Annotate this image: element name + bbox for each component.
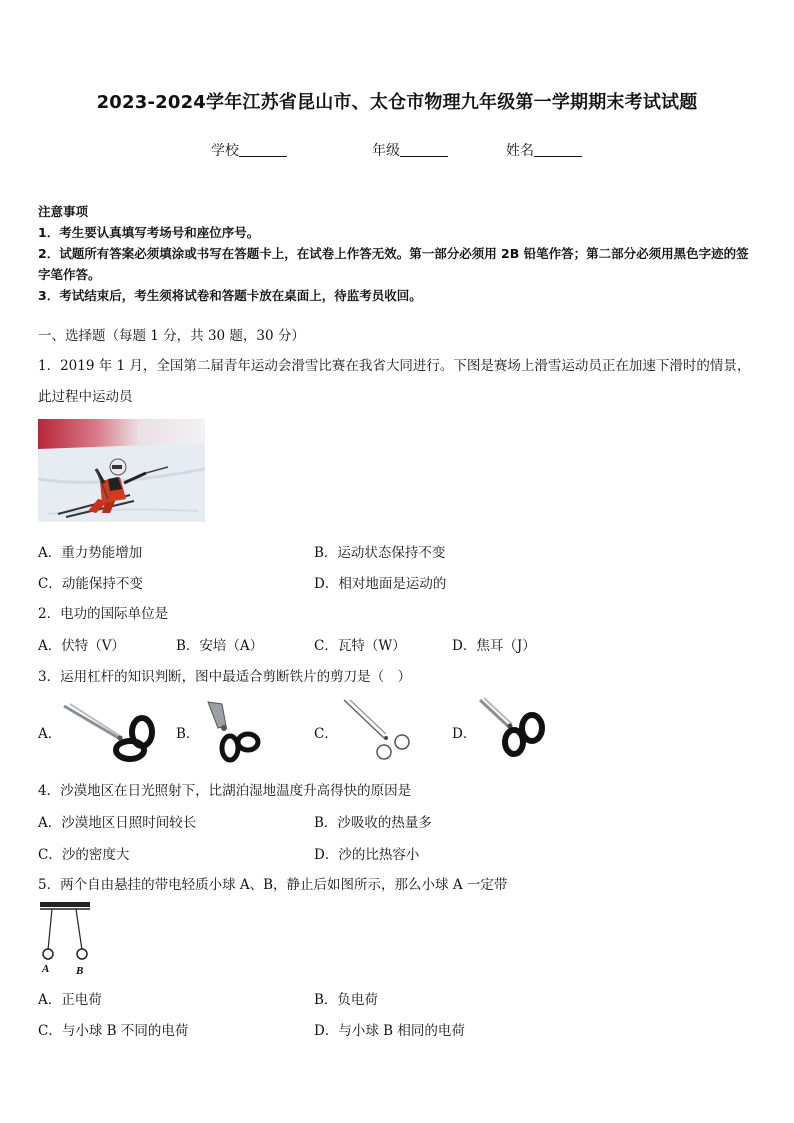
q2-option-d: D．焦耳（J） [452, 638, 536, 654]
q1-option-b: B．运动状态保持不变 [314, 545, 446, 561]
exam-title: 2023-2024学年江苏省昆山市、太仓市物理九年级第一学期期末考试试题 [96, 92, 698, 113]
grade-label: 年级 [372, 143, 400, 159]
q5-option-a: A．正电荷 [38, 992, 102, 1008]
q1-option-d: D．相对地面是运动的 [314, 576, 447, 592]
q5-option-d: D．与小球 B 相同的电荷 [314, 1023, 465, 1039]
section-heading: 一、选择题（每题 1 分，共 30 题，30 分） [38, 328, 305, 344]
question-5-stem: 5．两个自由悬挂的带电轻质小球 A、B，静止后如图所示，那么小球 A 一定带 [38, 877, 508, 893]
q3-option-d: D． [452, 726, 477, 742]
q4-option-c: C．沙的密度大 [38, 847, 130, 863]
school-label: 学校 [211, 143, 239, 159]
name-blank [534, 142, 582, 157]
grade-blank [400, 142, 448, 157]
notice-heading: 注意事项 [38, 204, 89, 219]
notice-item-3: 3．考试结束后，考生须将试卷和答题卡放在桌面上，待监考员收回。 [38, 288, 422, 303]
ball-b-label: B [76, 965, 84, 977]
q1-option-c: C．动能保持不变 [38, 576, 143, 592]
q4-option-a: A．沙漠地区日照时间较长 [38, 815, 197, 831]
grade-field [372, 140, 448, 160]
name-label: 姓名 [506, 143, 534, 159]
q5-option-b: B．负电荷 [314, 992, 378, 1008]
q1-option-a: A．重力势能增加 [38, 545, 143, 561]
school-blank [239, 142, 287, 157]
notice-item-2: 2．试题所有答案必须填涂或书写在答题卡上，在试卷上作答无效。第一部分必须用 2B 铅笔作答；第二部分必须用黑色字迹的签字笔作答。 [38, 246, 749, 282]
scissors-b-image [200, 698, 264, 764]
question-1-stem: 1．2019 年 1 月，全国第二届青年运动会滑雪比赛在我省大同进行。下图是赛场上滑雪运动员正在加速下滑时的情景，此过程中运动员 [38, 358, 751, 405]
charged-balls-figure [38, 900, 94, 980]
q3-option-c: C． [314, 726, 338, 742]
notice-item-1: 1．考生要认真填写考场号和座位序号。 [38, 225, 260, 240]
notice-block [38, 201, 760, 306]
question-2-stem: 2．电功的国际单位是 [38, 606, 169, 622]
skier-photo [38, 419, 205, 522]
scissors-d-image [476, 696, 546, 758]
scissors-a-image [60, 700, 156, 762]
school-field [211, 140, 287, 160]
question-3-stem: 3．运用杠杆的知识判断，图中最适合剪断铁片的剪刀是（ ） [38, 669, 412, 685]
name-field [506, 140, 582, 160]
scissors-c-image [340, 698, 414, 764]
q4-option-d: D．沙的比热容小 [314, 847, 420, 863]
q2-option-c: C．瓦特（W） [314, 638, 406, 654]
question-4-stem: 4．沙漠地区在日光照射下，比湖泊湿地温度升高得快的原因是 [38, 783, 412, 799]
q2-option-b: B．安培（A） [176, 638, 264, 654]
q2-option-a: A．伏特（V） [38, 638, 125, 654]
ball-a-label: A [42, 963, 50, 975]
q3-option-a: A． [38, 726, 62, 742]
q5-option-c: C．与小球 B 不同的电荷 [38, 1023, 189, 1039]
q4-option-b: B．沙吸收的热量多 [314, 815, 432, 831]
q3-option-b: B． [176, 726, 200, 742]
